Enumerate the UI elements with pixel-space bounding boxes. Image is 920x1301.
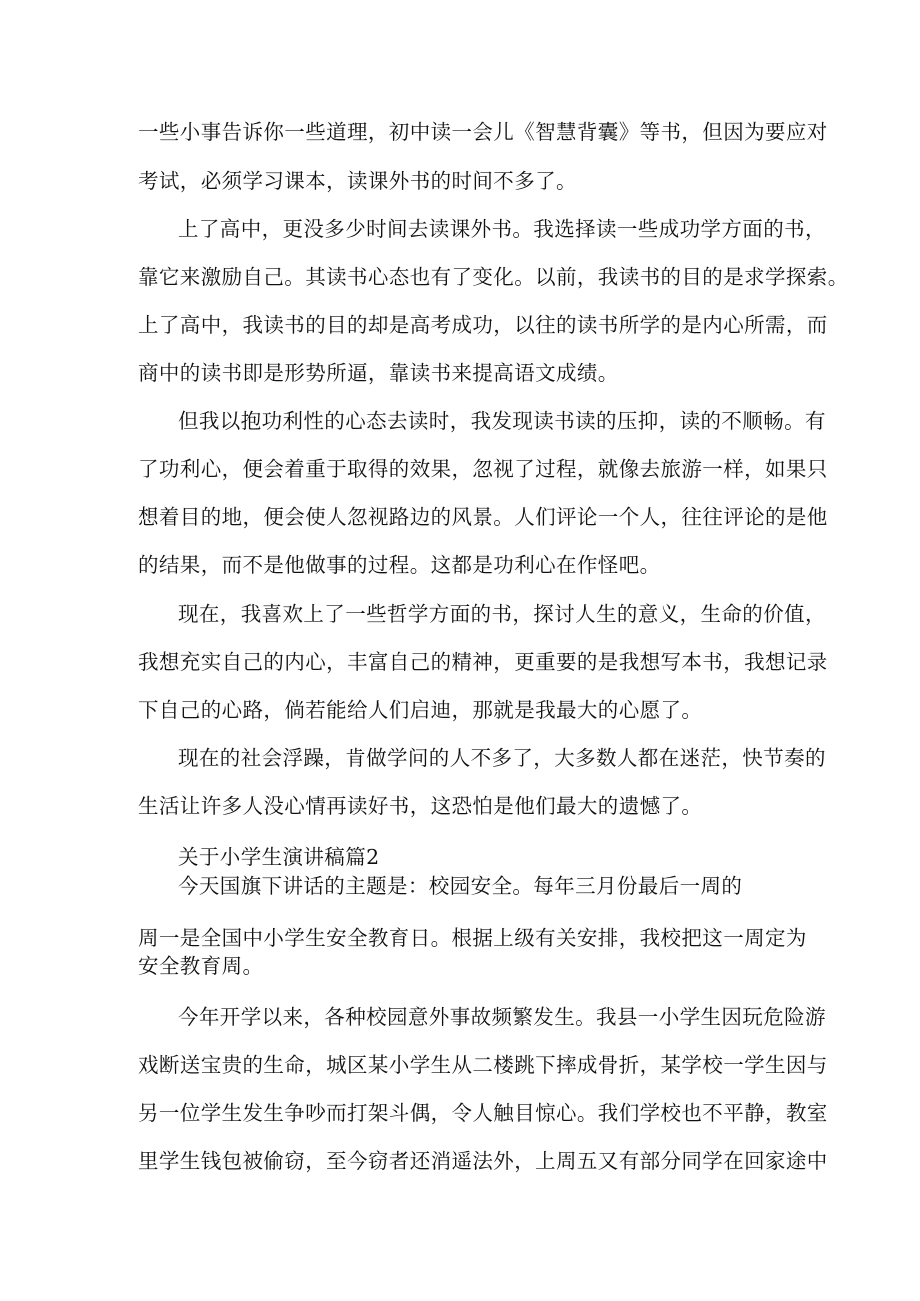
text-line: 今天国旗下讲话的主题是：校园安全。每年三月份最后一周的 [178,874,743,898]
text-line: 上了高中，更没多少时间去读课外书。我选择读一些成功学方面的书， [178,217,826,241]
text-line: 安全教育周。 [138,954,264,978]
text-line: 下自己的心路，倘若能给人们启迪，那就是我最大的心愿了。 [138,698,703,722]
text-line: 的结果，而不是他做事的过程。这都是功利心在作怪吧。 [138,553,661,577]
text-line: 想着目的地，便会使人忽视路边的风景。人们评论一个人，往往评论的是他 [138,505,828,529]
text-line: 商中的读书即是形势所逼，靠读书来提高语文成绩。 [138,361,619,385]
text-line: 靠它来激励自己。其读书心态也有了变化。以前，我读书的目的是求学探索。 [138,265,849,289]
section-heading: 关于小学生演讲稿篇2 [178,845,380,869]
text-line: 了功利心，便会着重于取得的效果，忽视了过程，就像去旅游一样，如果只 [138,457,828,481]
text-line: 今年开学以来，各种校园意外事故频繁发生。我县一小学生因玩危险游 [178,1005,826,1029]
text-line: 我想充实自己的内心，丰富自己的精神，更重要的是我想写本书，我想记录 [138,650,828,674]
text-line: 另一位学生发生争吵而打架斗偶，令人触目惊心。我们学校也不平静，教室 [138,1101,828,1125]
text-line: 里学生钱包被偷窃，至今窃者还消遥法外，上周五又有部分同学在回家途中 [138,1149,828,1173]
text-line: 戏断送宝贵的生命，城区某小学生从二楼跳下摔成骨折，某学校一学生因与 [138,1053,828,1077]
text-line: 一些小事告诉你一些道理，初中读一会儿《智慧背囊》等书，但因为要应对 [138,120,828,144]
text-line: 但我以抱功利性的心态去读时，我发现读书读的压抑，读的不顺畅。有 [178,409,826,433]
text-line: 考试，必须学习课本，读课外书的时间不多了。 [138,169,577,193]
text-line: 现在的社会浮躁，肯做学问的人不多了，大多数人都在迷茫，快节奏的 [178,746,826,770]
text-line: 生活让许多人没心情再读好书，这恐怕是他们最大的遗憾了。 [138,794,703,818]
text-line: 上了高中，我读书的目的却是高考成功，以往的读书所学的是内心所需，而 [138,313,828,337]
text-line: 现在，我喜欢上了一些哲学方面的书，探讨人生的意义，生命的价值， [178,602,826,626]
text-line: 周一是全国中小学生安全教育日。根据上级有关安排，我校把这一周定为 [138,926,807,950]
